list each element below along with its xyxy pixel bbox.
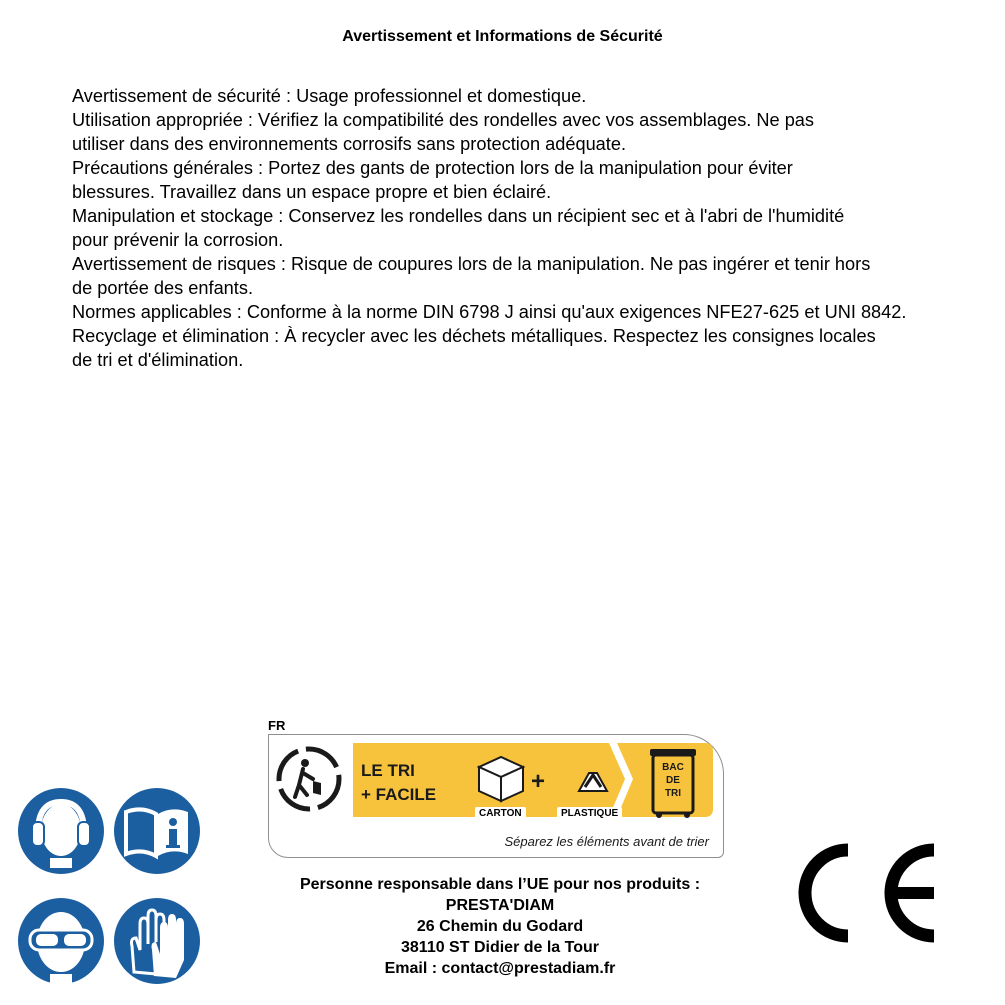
ear-protection-icon xyxy=(14,784,108,878)
responsible-person xyxy=(230,874,770,979)
triman-plus: + xyxy=(531,768,546,795)
text-line: de tri et d'élimination. xyxy=(72,350,244,370)
triman-frame xyxy=(268,734,724,858)
bin-label-line: DE xyxy=(666,775,680,786)
address-line: 38110 ST Didier de la Tour xyxy=(401,939,599,956)
triman-icon xyxy=(279,749,339,809)
read-manual-icon xyxy=(110,784,204,878)
text-line: Normes applicables : Conforme à la norme DIN 6798 J ainsi qu'aux exigences NFE27-625 et UNI 8842. xyxy=(72,302,907,322)
text-line: Manipulation et stockage : Conservez les rondelles dans un récipient sec et à l'abri de l'humidité xyxy=(72,206,845,226)
text-line: Précautions générales : Portez des gants de protection lors de la manipulation pour éviter xyxy=(72,158,793,178)
text-line: de portée des enfants. xyxy=(72,278,253,298)
triman-line1: LE TRI xyxy=(361,761,415,780)
safety-text xyxy=(72,84,1002,372)
text-line: Avertissement de risques : Risque de coupures lors de la manipulation. Ne pas ingérer et tenir hors xyxy=(72,254,871,274)
carton-box-icon xyxy=(479,757,523,801)
text-line: Recyclage et élimination : À recycler avec les déchets métalliques. Respectez les consignes locales xyxy=(72,326,876,346)
triman-line2: + FACILE xyxy=(361,785,437,804)
safety-pictograms xyxy=(14,784,214,994)
gloves-icon xyxy=(110,894,204,988)
triman-label xyxy=(268,718,728,860)
text-line: utiliser dans des environnements corrosifs sans protection adéquate. xyxy=(72,134,627,154)
triman-item-carton: CARTON xyxy=(475,807,526,820)
text-line: Avertissement de sécurité : Usage professionnel et domestique. xyxy=(72,86,587,106)
page-title: Avertissement et Informations de Sécurité xyxy=(342,28,663,45)
eye-protection-icon xyxy=(14,894,108,988)
bin-label-line: BAC xyxy=(662,762,684,773)
bin-label xyxy=(660,761,686,800)
bin-label-line: TRI xyxy=(664,788,682,799)
triman-caption: Séparez les éléments avant de trier xyxy=(504,834,709,849)
company-name: PRESTA'DIAM xyxy=(445,897,555,914)
contact-email: Email : contact@prestadiam.fr xyxy=(384,960,616,977)
triman-lang: FR xyxy=(268,718,286,733)
address-line: 26 Chemin du Godard xyxy=(416,918,584,935)
ce-mark-icon xyxy=(796,842,940,944)
triman-item-plastique: PLASTIQUE xyxy=(557,807,622,820)
text-line: pour prévenir la corrosion. xyxy=(72,230,284,250)
text-line: blessures. Travaillez dans un espace propre et bien éclairé. xyxy=(72,182,552,202)
responsible-heading: Personne responsable dans l’UE pour nos produits : xyxy=(299,876,701,893)
text-line: Utilisation appropriée : Vérifiez la compatibilité des rondelles avec vos assemblages. Ne pas xyxy=(72,110,815,130)
